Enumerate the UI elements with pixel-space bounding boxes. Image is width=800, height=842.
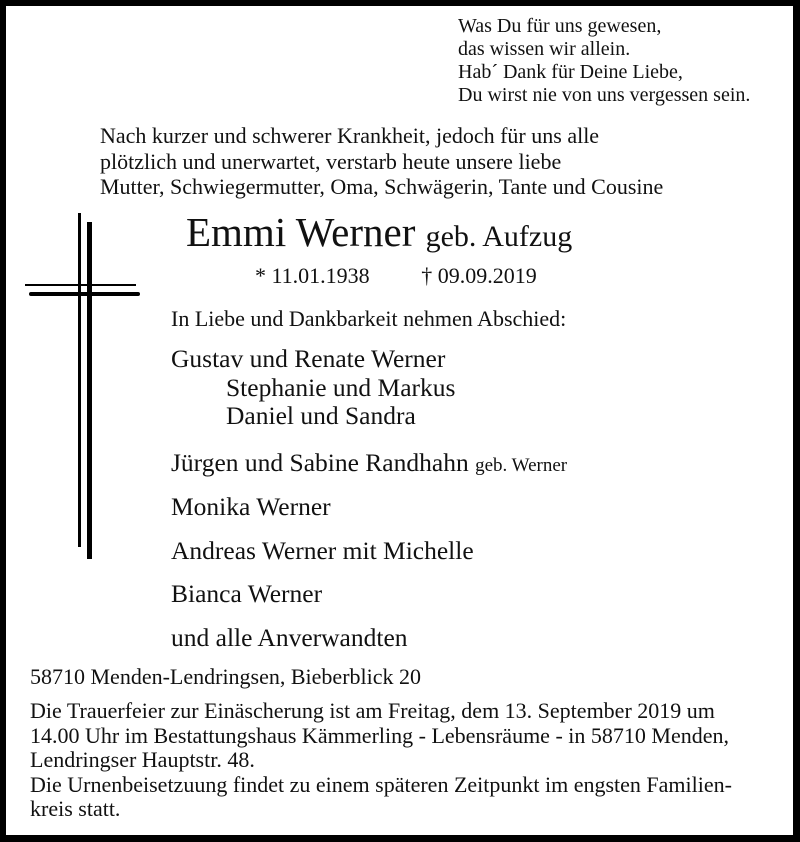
mourner-name: Daniel und Sandra [226,401,416,430]
ceremony-info [30,699,732,822]
mourner-name: Andreas Werner mit Michelle [171,536,474,565]
poem-line: das wissen wir allein. [458,38,631,60]
mourner-entry [171,536,474,566]
mourner-name: Monika Werner [171,492,331,521]
ceremony-line: Die Urnenbeisetzuung findet zu einem späteren Zeitpunkt im engsten Familien- [30,771,732,797]
mourner-name: Stephanie und Markus [226,373,456,402]
ceremony-line: 14.00 Uhr im Bestattungshaus Kämmerling - Lebensräume - in 58710 Menden, [30,722,729,748]
ceremony-line: kreis statt. [30,796,121,821]
mourner-entry [171,623,408,653]
intro-line: Mutter, Schwiegermutter, Oma, Schwägerin, Tante und Cousine [100,174,664,199]
mourner-name: Jürgen und Sabine Randhahn [171,448,469,477]
mourner-name: Bianca Werner [171,579,323,608]
mourner-entry [226,401,416,431]
intro-line: Nach kurzer und schwerer Krankheit, jedoch für uns alle [100,123,600,148]
poem-line: Was Du für uns gewesen, [458,15,662,37]
mourner-name: Gustav und Renate Werner [171,344,446,373]
intro-text [100,123,663,200]
cross-horizontal-thin [25,284,136,286]
mourner-note: geb. Werner [475,455,568,476]
ceremony-line: Lendringser Hauptstr. 48. [30,747,255,772]
poem [458,15,750,107]
deceased-name-line [186,207,572,262]
deceased-name: Emmi Werner [186,209,416,255]
cross-vertical-thick [87,222,92,559]
cross-vertical-thin [78,213,81,547]
cross-horizontal-thick [29,292,140,296]
mourner-entry [171,579,322,609]
poem-line: Du wirst nie von uns vergessen sein. [458,84,751,106]
mourner-entry [171,492,331,522]
mourner-entry [171,448,567,481]
deceased-birth-name: geb. Aufzug [425,220,573,253]
family-address: 58710 Menden-Lendringsen, Bieberblick 20 [30,664,422,689]
poem-line: Hab´ Dank für Deine Liebe, [458,61,683,83]
mourner-entry [171,344,445,374]
life-dates [255,262,537,290]
farewell-heading: In Liebe und Dankbarkeit nehmen Abschied: [171,306,567,331]
death-date: † 09.09.2019 [421,263,537,288]
birth-date: * 11.01.1938 [255,263,370,288]
intro-line: plötzlich und unerwartet, verstarb heute unsere liebe [100,148,562,174]
mourner-name: und alle Anverwandten [171,623,408,652]
mourner-entry [226,373,455,403]
ceremony-line: Die Trauerfeier zur Einäscherung ist am Freitag, dem 13. September 2019 um [30,698,715,723]
